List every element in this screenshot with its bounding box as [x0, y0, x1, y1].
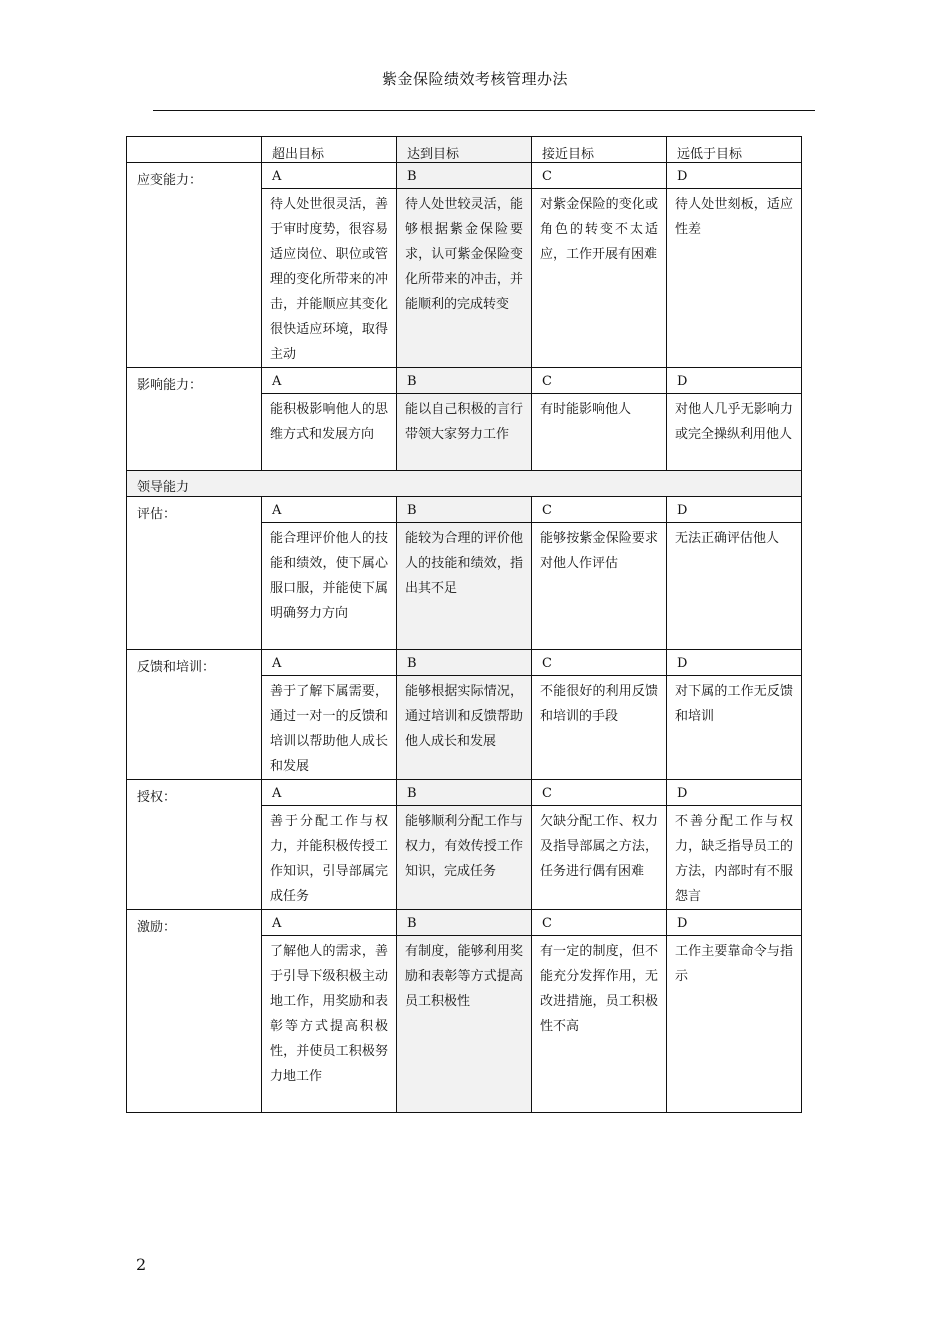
grade-cell — [262, 910, 397, 936]
header-cell — [667, 137, 802, 163]
competency-label-cell — [127, 163, 262, 368]
description-text: 能够根据实际情况，通过培训和反馈帮助他人成长和发展 — [405, 684, 523, 749]
grade-letter: B — [407, 786, 417, 801]
description-cell — [397, 189, 532, 368]
description-text: 能合理评价他人的技能和绩效，使下属心服口服，并能使下属明确努力方向 — [270, 531, 388, 621]
description-cell — [667, 394, 802, 471]
grade-cell — [667, 910, 802, 936]
grade-letter: B — [407, 169, 417, 184]
grade-letter: A — [272, 169, 282, 184]
description-cell — [262, 806, 397, 910]
competency-label: 激励： — [137, 920, 177, 935]
description-text: 有制度，能够利用奖励和表彰等方式提高员工积极性 — [405, 944, 523, 1009]
grade-letter: D — [677, 503, 688, 518]
grade-cell — [667, 368, 802, 394]
grade-letter: A — [272, 916, 282, 931]
description-cell — [262, 523, 397, 650]
description-text: 不善分配工作与权力，缺乏指导员工的方法，内部时有不服怨言 — [675, 814, 793, 904]
competency-label: 评估： — [137, 507, 177, 522]
description-cell — [532, 936, 667, 1113]
description-text: 待人处世刻板，适应性差 — [675, 197, 793, 237]
header-label: 超出目标 — [272, 147, 325, 162]
page-number: 2 — [136, 1255, 147, 1274]
grade-letter: C — [542, 916, 552, 931]
grade-cell — [397, 368, 532, 394]
grade-row — [127, 910, 802, 936]
grade-cell — [532, 163, 667, 189]
header-label — [127, 137, 261, 143]
description-cell — [397, 936, 532, 1113]
grade-cell — [397, 910, 532, 936]
description-text: 善于了解下属需要，通过一对一的反馈和培训以帮助他人成长和发展 — [270, 684, 388, 774]
description-cell — [667, 676, 802, 780]
description-cell — [262, 189, 397, 368]
description-cell — [667, 189, 802, 368]
description-text: 不能很好的利用反馈和培训的手段 — [540, 684, 658, 724]
competency-label: 授权： — [137, 790, 177, 805]
grade-letter: D — [677, 656, 688, 671]
description-text: 善于分配工作与权力，并能积极传授工作知识，引导部属完成任务 — [270, 814, 388, 904]
header-label: 达到目标 — [407, 147, 460, 162]
grade-letter: B — [407, 916, 417, 931]
description-cell — [532, 523, 667, 650]
grade-cell — [532, 650, 667, 676]
grade-letter: D — [677, 916, 688, 931]
grade-letter: C — [542, 374, 552, 389]
description-cell — [397, 394, 532, 471]
description-cell — [262, 394, 397, 471]
description-text: 有时能影响他人 — [540, 402, 632, 417]
grade-cell — [532, 780, 667, 806]
grade-row — [127, 780, 802, 806]
competency-label-cell — [127, 497, 262, 650]
grade-cell — [667, 163, 802, 189]
header-cell — [532, 137, 667, 163]
description-text: 能积极影响他人的思维方式和发展方向 — [270, 402, 388, 442]
grade-cell — [667, 780, 802, 806]
competency-label: 应变能力： — [137, 173, 203, 188]
grade-row — [127, 497, 802, 523]
competency-table — [126, 136, 802, 1113]
grade-letter: C — [542, 169, 552, 184]
table-header-row — [127, 137, 802, 163]
grade-letter: C — [542, 786, 552, 801]
description-cell — [397, 676, 532, 780]
description-cell — [397, 523, 532, 650]
grade-letter: D — [677, 169, 688, 184]
header-rule — [153, 110, 815, 111]
header-cell — [397, 137, 532, 163]
description-cell — [667, 523, 802, 650]
description-text: 对他人几乎无影响力或完全操纵利用他人 — [675, 402, 793, 442]
grade-letter: B — [407, 503, 417, 518]
competency-label: 反馈和培训： — [137, 660, 216, 675]
competency-label: 影响能力： — [137, 378, 203, 393]
description-cell — [532, 394, 667, 471]
description-text: 欠缺分配工作、权力及指导部属之方法，任务进行偶有困难 — [540, 814, 658, 879]
grade-letter: A — [272, 503, 282, 518]
grade-cell — [532, 497, 667, 523]
description-text: 无法正确评估他人 — [675, 531, 780, 546]
grade-cell — [262, 780, 397, 806]
grade-letter: A — [272, 656, 282, 671]
grade-cell — [532, 368, 667, 394]
description-cell — [532, 806, 667, 910]
section-row-leadership — [127, 471, 802, 497]
grade-cell — [532, 910, 667, 936]
grade-letter: C — [542, 656, 552, 671]
grade-letter: B — [407, 374, 417, 389]
description-text: 能够顺利分配工作与权力，有效传授工作知识，完成任务 — [405, 814, 523, 879]
grade-row — [127, 163, 802, 189]
description-cell — [397, 806, 532, 910]
grade-cell — [667, 650, 802, 676]
description-text: 能较为合理的评价他人的技能和绩效，指出其不足 — [405, 531, 523, 596]
grade-cell — [397, 497, 532, 523]
grade-cell — [397, 650, 532, 676]
description-text: 对下属的工作无反馈和培训 — [675, 684, 793, 724]
description-cell — [262, 936, 397, 1113]
page-header-title: 紫金保险绩效考核管理办法 — [381, 70, 568, 88]
grade-cell — [262, 497, 397, 523]
grade-row — [127, 650, 802, 676]
description-text: 有一定的制度，但不能充分发挥作用，无改进措施，员工积极性不高 — [540, 944, 658, 1034]
grade-cell — [667, 497, 802, 523]
competency-label-cell — [127, 910, 262, 1113]
grade-letter: D — [677, 374, 688, 389]
section-cell — [127, 471, 802, 497]
description-text: 待人处世很灵活，善于审时度势，很容易适应岗位、职位或管理的变化所带来的冲击，并能顺应其变化很快适应环境，取得主动 — [270, 197, 388, 362]
description-text: 能够按紫金保险要求对他人作评估 — [540, 531, 658, 571]
grade-row — [127, 368, 802, 394]
grade-letter: B — [407, 656, 417, 671]
grade-cell — [397, 163, 532, 189]
description-cell — [262, 676, 397, 780]
grade-letter: A — [272, 374, 282, 389]
description-cell — [532, 189, 667, 368]
grade-letter: A — [272, 786, 282, 801]
grade-letter: D — [677, 786, 688, 801]
header-cell — [127, 137, 262, 163]
header-label: 远低于目标 — [677, 147, 743, 162]
competency-label-cell — [127, 780, 262, 910]
section-title: 领导能力 — [137, 480, 190, 495]
description-cell — [667, 936, 802, 1113]
competency-label-cell — [127, 368, 262, 471]
description-text: 能以自己积极的言行带领大家努力工作 — [405, 402, 523, 442]
grade-cell — [262, 650, 397, 676]
description-text: 了解他人的需求，善于引导下级积极主动地工作，用奖励和表彰等方式提高积极性，并使员工积极努力地工作 — [270, 944, 388, 1084]
description-text: 待人处世较灵活，能够根据紫金保险要求，认可紫金保险变化所带来的冲击，并能顺利的完成转变 — [405, 197, 523, 312]
header-cell — [262, 137, 397, 163]
grade-letter: C — [542, 503, 552, 518]
header-label: 接近目标 — [542, 147, 595, 162]
description-text: 对紫金保险的变化或角色的转变不太适应，工作开展有困难 — [540, 197, 658, 262]
description-cell — [532, 676, 667, 780]
description-cell — [667, 806, 802, 910]
grade-cell — [262, 368, 397, 394]
competency-label-cell — [127, 650, 262, 780]
grade-cell — [397, 780, 532, 806]
grade-cell — [262, 163, 397, 189]
description-text: 工作主要靠命令与指示 — [675, 944, 793, 984]
